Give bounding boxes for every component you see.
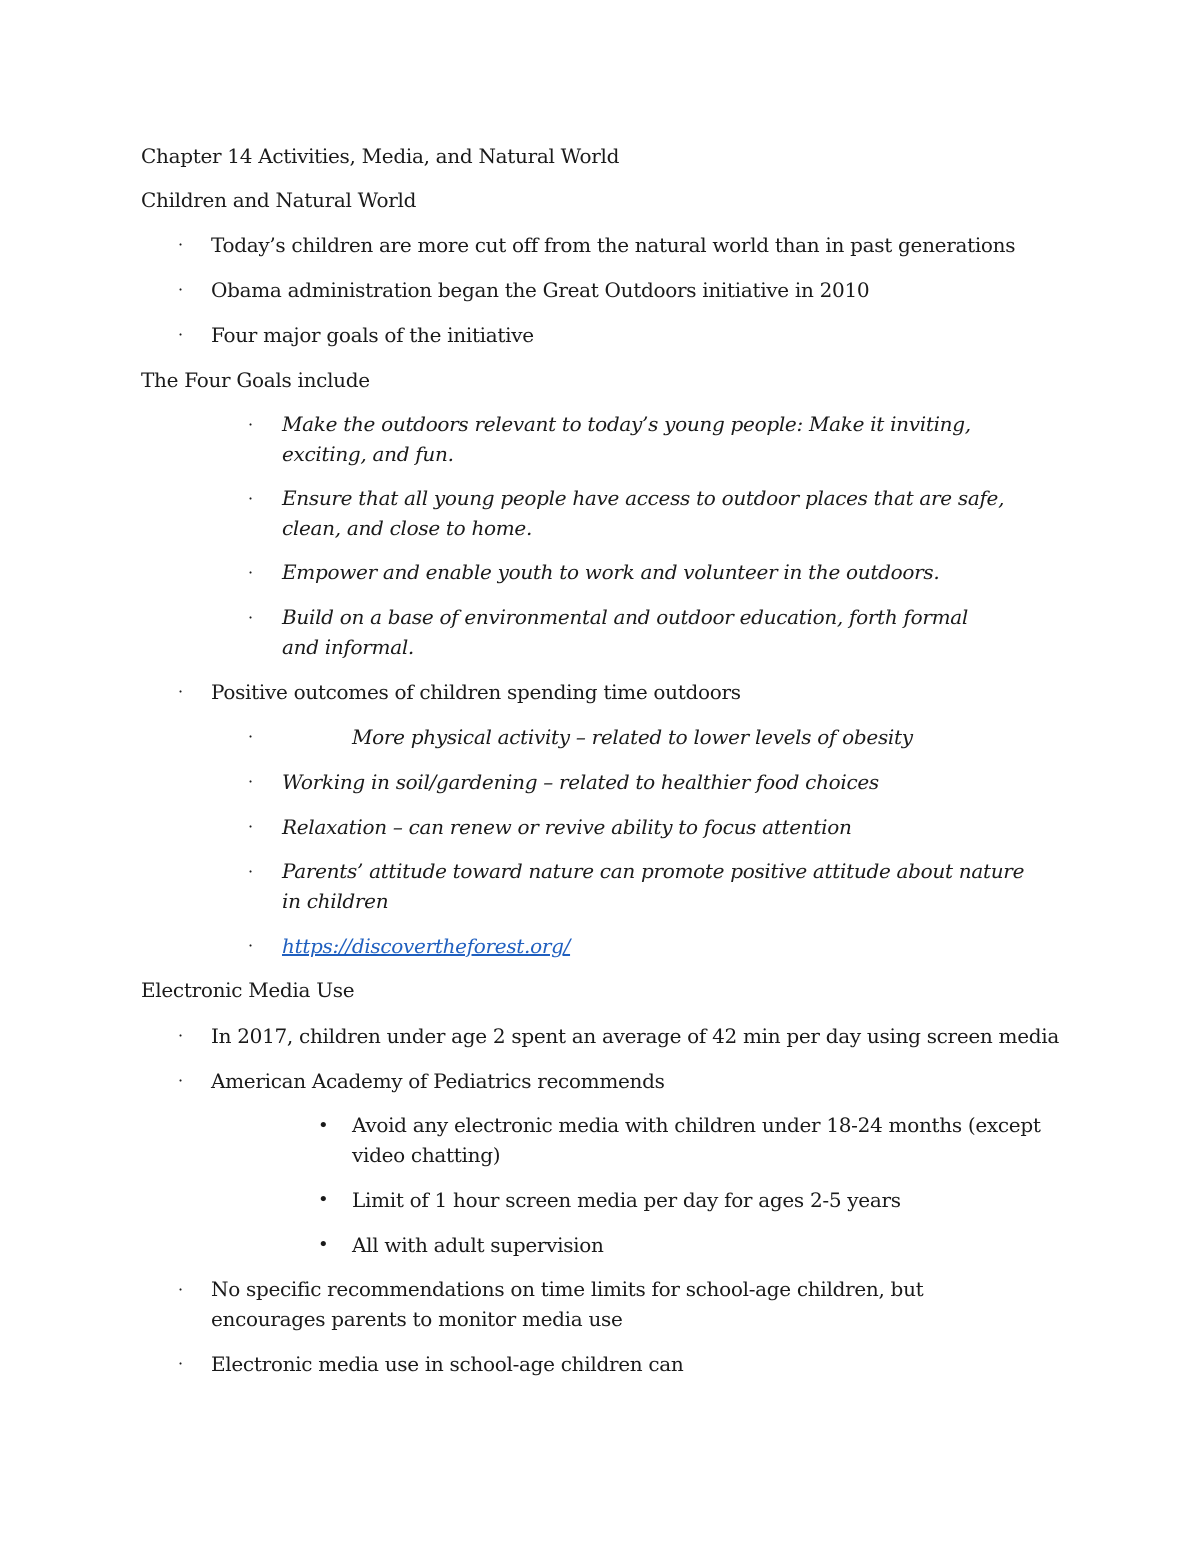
goal-item: Empower and enable youth to work and volunteer in the outdoors. bbox=[282, 560, 940, 584]
bullet-icon: · bbox=[248, 936, 253, 955]
list-item: Four major goals of the initiative bbox=[211, 323, 534, 347]
section-heading-four-goals: The Four Goals include bbox=[141, 368, 370, 392]
bullet-icon: · bbox=[248, 772, 253, 791]
goal-item: Ensure that all young people have access to outdoor places that are safe, clean, and close to home. bbox=[282, 486, 1005, 540]
bullet-icon: · bbox=[248, 727, 253, 746]
bullet-icon: · bbox=[178, 235, 183, 254]
section-heading-electronic-media: Electronic Media Use bbox=[141, 978, 355, 1002]
bullet-icon: · bbox=[178, 1026, 183, 1045]
bullet-icon: · bbox=[248, 415, 253, 434]
list-item: Obama administration began the Great Outdoors initiative in 2010 bbox=[211, 278, 870, 302]
bullet-icon: · bbox=[178, 325, 183, 344]
bullet-icon: · bbox=[178, 280, 183, 299]
list-item: No specific recommendations on time limits for school-age children, but encourages parents to monitor media use bbox=[211, 1277, 924, 1331]
outcome-item: Parents’ attitude toward nature can promote positive attitude about nature in children bbox=[282, 859, 1025, 913]
bullet-icon: · bbox=[178, 1354, 183, 1373]
outcome-item: Working in soil/gardening – related to healthier food choices bbox=[282, 770, 879, 794]
outcome-item: Relaxation – can renew or revive ability to focus attention bbox=[282, 815, 852, 839]
aap-item: All with adult supervision bbox=[352, 1233, 604, 1257]
aap-item: Avoid any electronic media with children under 18-24 months (except video chatting) bbox=[352, 1113, 1041, 1167]
list-item: Positive outcomes of children spending time outdoors bbox=[211, 680, 741, 704]
bullet-icon: · bbox=[248, 563, 253, 582]
bullet-icon: · bbox=[248, 862, 253, 881]
list-item: In 2017, children under age 2 spent an average of 42 min per day using screen media bbox=[211, 1024, 1059, 1048]
bullet-icon: • bbox=[318, 1115, 329, 1136]
list-item: Electronic media use in school-age children can bbox=[211, 1352, 684, 1376]
bullet-icon: · bbox=[248, 608, 253, 627]
bullet-icon: · bbox=[178, 1280, 183, 1299]
document-title: Chapter 14 Activities, Media, and Natural World bbox=[141, 144, 620, 168]
aap-item: Limit of 1 hour screen media per day for ages 2-5 years bbox=[352, 1188, 901, 1212]
bullet-icon: • bbox=[318, 1189, 329, 1210]
bullet-icon: · bbox=[248, 489, 253, 508]
bullet-icon: · bbox=[248, 817, 253, 836]
section-heading-natural-world: Children and Natural World bbox=[141, 188, 417, 212]
goal-item: Build on a base of environmental and outdoor education, forth formal and informal. bbox=[282, 605, 968, 659]
outcome-item: More physical activity – related to lower levels of obesity bbox=[352, 725, 913, 749]
bullet-icon: · bbox=[178, 1071, 183, 1090]
bullet-icon: · bbox=[178, 682, 183, 701]
discover-the-forest-link[interactable]: https://discovertheforest.org/ bbox=[282, 934, 571, 958]
list-item: American Academy of Pediatrics recommends bbox=[211, 1069, 665, 1093]
list-item: Today’s children are more cut off from the natural world than in past generations bbox=[211, 233, 1016, 257]
goal-item: Make the outdoors relevant to today’s young people: Make it inviting, exciting, and fun. bbox=[282, 412, 971, 466]
bullet-icon: • bbox=[318, 1234, 329, 1255]
